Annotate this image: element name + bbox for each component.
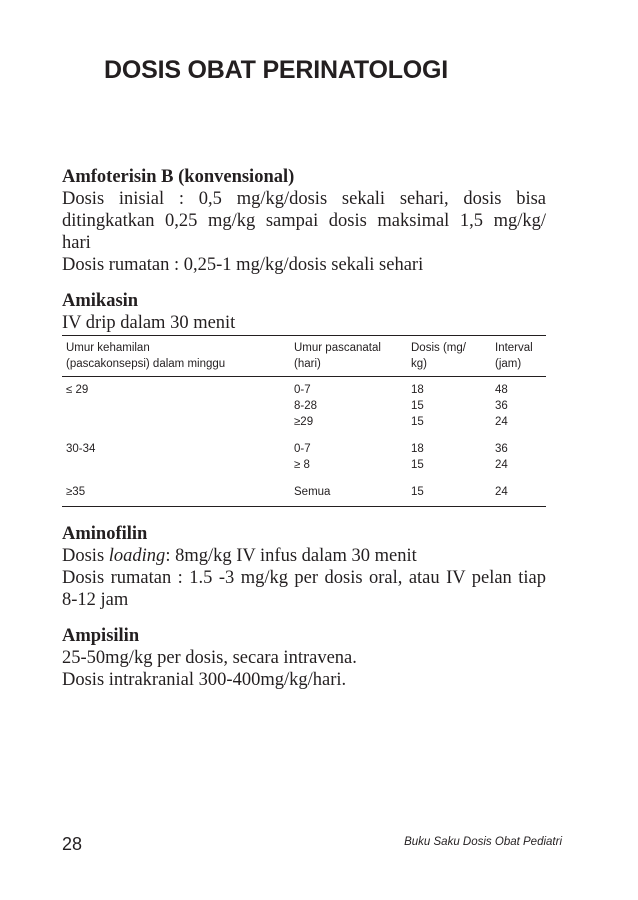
cell-value: ≤ 29 bbox=[66, 384, 89, 396]
table-cell bbox=[491, 436, 546, 479]
header-text: Umur pascanatal bbox=[294, 342, 381, 354]
amfoterisin-line-2: ditingkatkan 0,25 mg/kg sampai dosis maksimal 1,5 mg/kg/ bbox=[62, 211, 546, 231]
amfoterisin-line-1: Dosis inisial : 0,5 mg/kg/dosis sekali sehari, dosis bisa bbox=[62, 189, 546, 209]
cell-value: ≥ 8 bbox=[294, 459, 310, 471]
table-cell bbox=[290, 479, 407, 507]
section-title-aminofilin: Aminofilin bbox=[62, 524, 148, 544]
table-cell bbox=[491, 377, 546, 437]
cell-value: ≥29 bbox=[294, 416, 314, 428]
cell-value: 48 bbox=[495, 384, 508, 396]
aminofilin-loading-term: loading bbox=[108, 546, 166, 566]
book-title: Buku Saku Dosis Obat Pediatri bbox=[404, 836, 562, 848]
aminofilin-line-3: 8-12 jam bbox=[62, 590, 129, 610]
cell-value: ≥35 bbox=[66, 486, 86, 498]
header-text: (hari) bbox=[294, 358, 321, 370]
table-cell bbox=[407, 436, 491, 479]
cell-value: 0-7 bbox=[294, 443, 311, 455]
amfoterisin-line-3: hari bbox=[62, 233, 91, 253]
cell-value: Semua bbox=[294, 486, 331, 498]
page-number: 28 bbox=[62, 834, 83, 854]
cell-value: 24 bbox=[495, 459, 508, 471]
amikasin-dose-table bbox=[62, 335, 546, 507]
table-cell bbox=[62, 377, 290, 437]
page-content bbox=[62, 166, 546, 705]
cell-value: 18 bbox=[411, 443, 424, 455]
cell-value: 24 bbox=[495, 486, 508, 498]
header-text: (pascakonsepsi) dalam minggu bbox=[66, 358, 226, 370]
table-row bbox=[62, 479, 546, 507]
table-cell bbox=[62, 479, 290, 507]
table-header-row bbox=[62, 336, 546, 377]
header-text: (jam) bbox=[495, 358, 522, 370]
aminofilin-line-2: Dosis rumatan : 1.5 -3 mg/kg per dosis oral, atau IV pelan tiap bbox=[62, 568, 546, 588]
ampisilin-line-1: 25-50mg/kg per dosis, secara intravena. bbox=[62, 648, 357, 668]
cell-value: 15 bbox=[411, 459, 424, 471]
cell-value: 0-7 bbox=[294, 384, 311, 396]
section-amikasin bbox=[62, 290, 546, 507]
aminofilin-line-1-prefix: Dosis bbox=[62, 546, 109, 566]
header-text: Dosis (mg/ bbox=[411, 342, 466, 354]
section-aminofilin bbox=[62, 523, 546, 611]
header-text: Interval bbox=[495, 342, 533, 354]
cell-value: 24 bbox=[495, 416, 508, 428]
header-postnatal-age bbox=[290, 336, 407, 377]
section-title-amikasin: Amikasin bbox=[62, 291, 139, 311]
ampisilin-line-2: Dosis intrakranial 300-400mg/kg/hari. bbox=[62, 670, 347, 690]
cell-value: 36 bbox=[495, 400, 508, 412]
amikasin-subtitle: IV drip dalam 30 menit bbox=[62, 313, 236, 333]
table-row bbox=[62, 436, 546, 479]
table-cell bbox=[491, 479, 546, 507]
header-gestational-age bbox=[62, 336, 290, 377]
aminofilin-line-1 bbox=[62, 545, 546, 567]
aminofilin-line-1-suffix: : 8mg/kg IV infus dalam 30 menit bbox=[165, 546, 417, 566]
header-interval bbox=[491, 336, 546, 377]
amfoterisin-line-4: Dosis rumatan : 0,25-1 mg/kg/dosis sekali sehari bbox=[62, 255, 424, 275]
section-title-ampisilin: Ampisilin bbox=[62, 626, 140, 646]
section-title-amfoterisin: Amfoterisin B (konvensional) bbox=[62, 167, 295, 187]
cell-value: 8-28 bbox=[294, 400, 318, 412]
page-title: DOSIS OBAT PERINATOLOGI bbox=[104, 56, 449, 84]
header-text: kg) bbox=[411, 358, 427, 370]
table-cell bbox=[290, 436, 407, 479]
cell-value: 36 bbox=[495, 443, 508, 455]
table-row bbox=[62, 377, 546, 437]
section-ampisilin bbox=[62, 625, 546, 691]
cell-value: 15 bbox=[411, 400, 424, 412]
table-cell bbox=[62, 436, 290, 479]
table-cell bbox=[407, 377, 491, 437]
header-dose bbox=[407, 336, 491, 377]
section-amfoterisin bbox=[62, 166, 546, 276]
cell-value: 18 bbox=[411, 384, 424, 396]
cell-value: 15 bbox=[411, 416, 424, 428]
header-text: Umur kehamilan bbox=[66, 342, 150, 354]
table-cell bbox=[290, 377, 407, 437]
table-cell bbox=[407, 479, 491, 507]
cell-value: 30-34 bbox=[66, 443, 96, 455]
cell-value: 15 bbox=[411, 486, 424, 498]
